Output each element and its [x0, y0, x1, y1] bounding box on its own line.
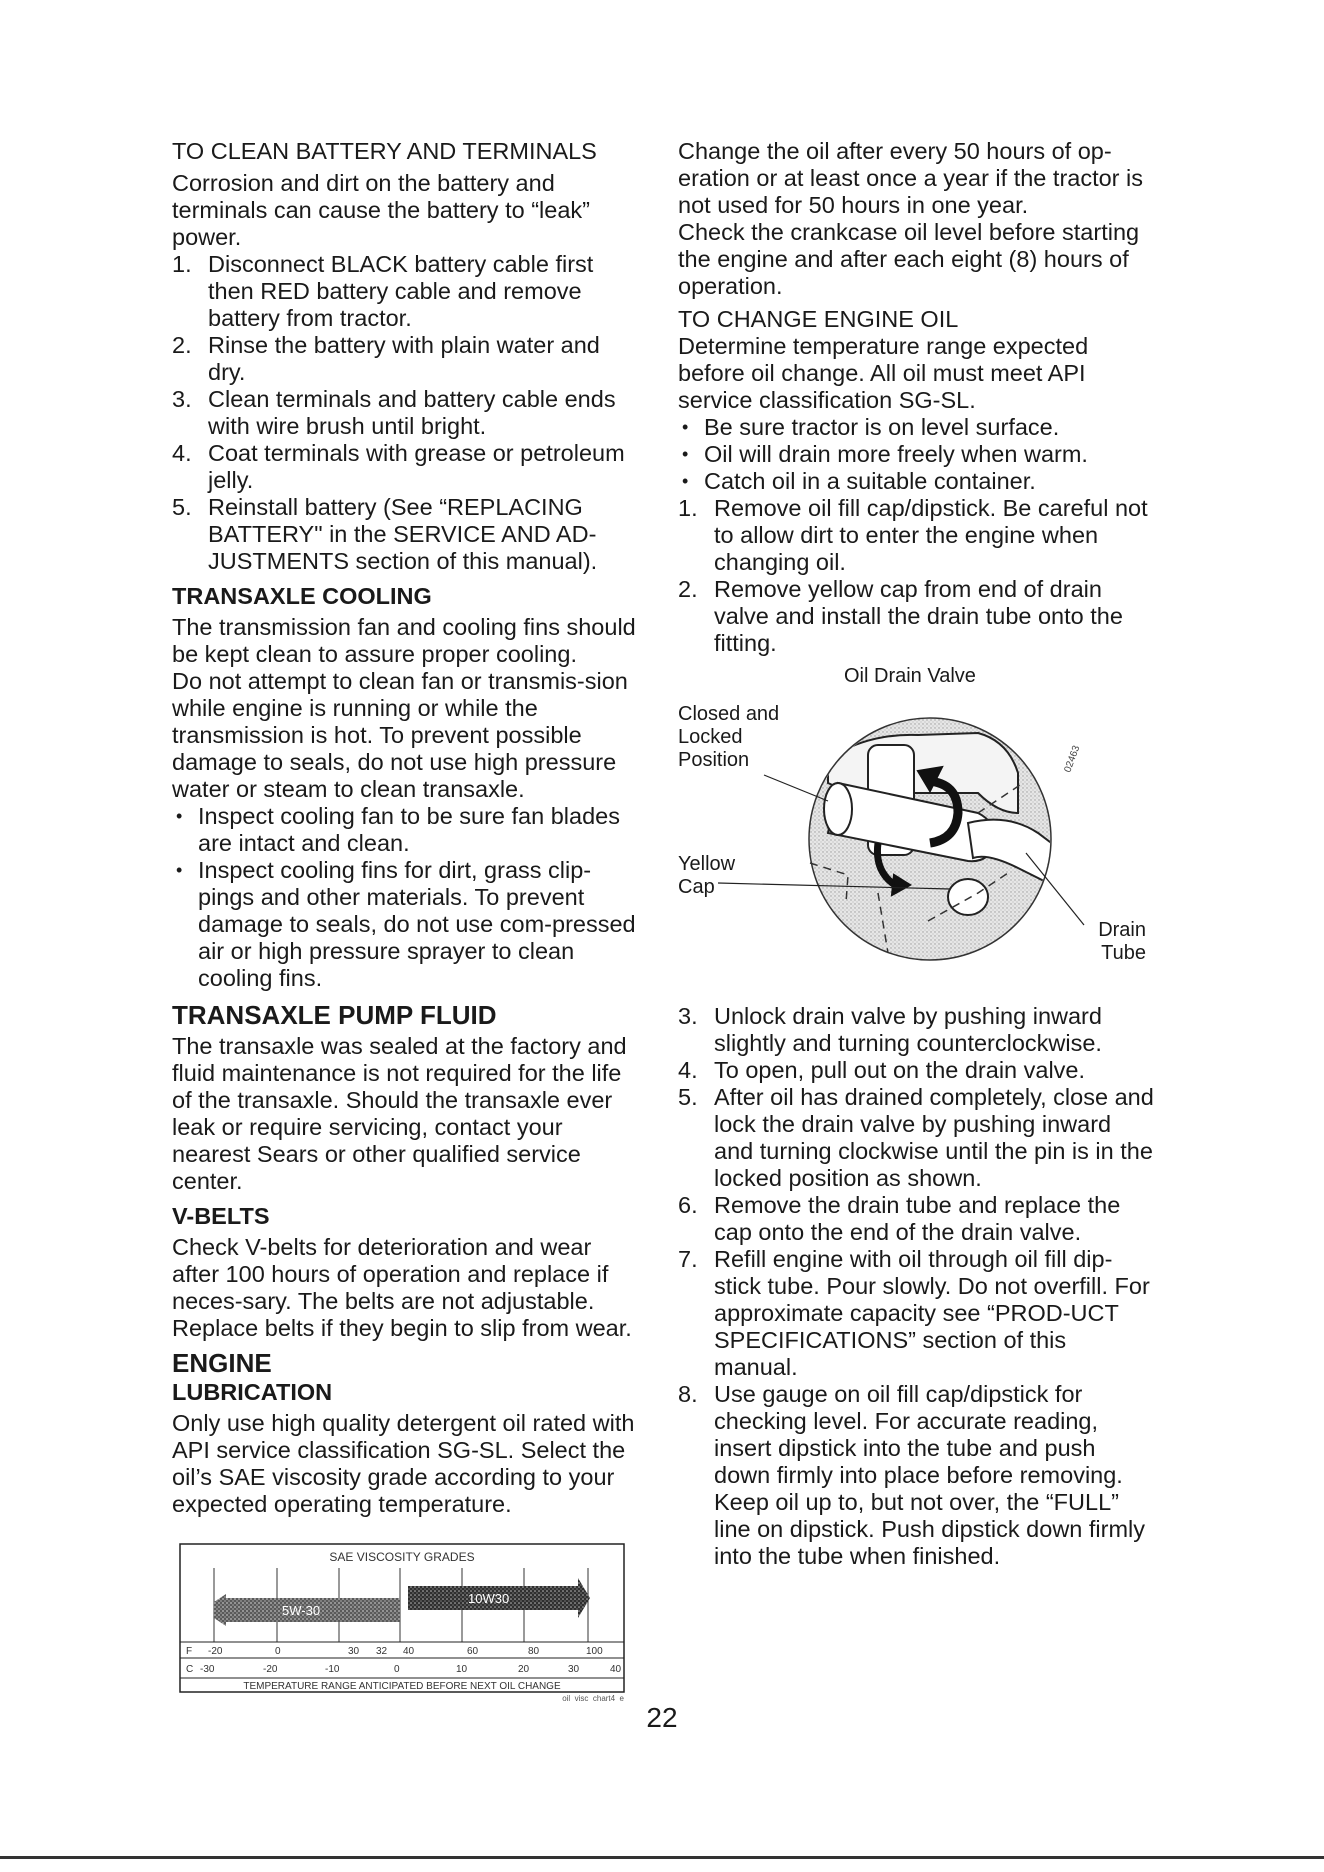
- label-yellow-cap: Yellow Cap: [678, 853, 736, 898]
- list-item: 6. Remove the drain tube and replace the cap onto the end of the drain valve.: [678, 1192, 1121, 1245]
- page-number: 22: [646, 1702, 678, 1733]
- list-item: • Inspect cooling fins for dirt, grass clip-pings and other materials. To prevent damage to seals, do not use com-pressed air or high pressure sprayer to clean cooling fins.: [172, 857, 642, 992]
- vbelts-text: Check V-belts for deterioration and wear after 100 hours of operation and replace if neces-sary. The belts are not adjustable. Replace belts if they begin to slip from wear.: [172, 1234, 632, 1341]
- change-oil-steps-a: [678, 495, 1154, 657]
- pump-heading: TRANSAXLE PUMP FLUID: [172, 1000, 497, 1030]
- figure-title: Oil Drain Valve: [844, 665, 976, 687]
- lubrication-heading: LUBRICATION: [172, 1379, 333, 1405]
- svg-text:60: 60: [467, 1646, 479, 1657]
- svg-text:-10: -10: [325, 1664, 340, 1675]
- svg-text:100: 100: [586, 1646, 603, 1657]
- svg-text:0: 0: [275, 1646, 281, 1657]
- list-item: • Oil will drain more freely when warm.: [678, 441, 1154, 468]
- label-closed-locked: Closed and Locked Position: [678, 703, 780, 771]
- list-item: 8. Use gauge on oil fill cap/dipstick for checking level. For accurate reading, insert dipstick into the tube and push down firmly into place before removing. Keep oil up to, but not over, the “FULL” line on dipstick. Push dipstick down firmly into the tube when finished.: [678, 1381, 1146, 1569]
- list-item: 3. Unlock drain valve by pushing inward slightly and turning counterclockwise.: [678, 1003, 1102, 1056]
- svg-text:40: 40: [610, 1664, 622, 1675]
- battery-intro: Corrosion and dirt on the battery and terminals can cause the battery to “leak” power.: [172, 170, 590, 250]
- svg-text:-20: -20: [263, 1664, 278, 1675]
- change-oil-heading: TO CHANGE ENGINE OIL: [678, 306, 959, 332]
- cooling-heading: TRANSAXLE COOLING: [172, 583, 432, 609]
- svg-text:32: 32: [376, 1646, 388, 1657]
- figure-code: 02463: [1062, 744, 1083, 775]
- oil-intro-1: Change the oil after every 50 hours of op-eration or at least once a year if the tractor is not used for 50 hours in one year.: [678, 138, 1144, 218]
- list-item: 4. To open, pull out on the drain valve.: [678, 1057, 1086, 1083]
- list-item: 4. Coat terminals with grease or petroleum jelly.: [172, 440, 625, 493]
- svg-text:-30: -30: [200, 1664, 215, 1675]
- svg-text:20: 20: [518, 1664, 530, 1675]
- list-item: 1. Remove oil fill cap/dipstick. Be careful not to allow dirt to enter the engine when changing oil.: [678, 495, 1148, 575]
- cooling-paragraph-2: Do not attempt to clean fan or transmis-sion while engine is running or while the transmission is hot. To prevent possible damage to seals, do not use high pressure water or steam to clean transaxle.: [172, 668, 628, 802]
- list-item: • Be sure tractor is on level surface.: [678, 414, 1154, 441]
- viscosity-chart-graphic: [178, 1542, 626, 1702]
- svg-text:40: 40: [403, 1646, 415, 1657]
- svg-text:30: 30: [348, 1646, 360, 1657]
- c-scale-label: C: [186, 1664, 194, 1675]
- chart-title: SAE VISCOSITY GRADES: [329, 1550, 475, 1564]
- battery-steps: [172, 251, 642, 575]
- oil-intro-2: Check the crankcase oil level before starting the engine and after each eight (8) hours of operation.: [678, 219, 1140, 299]
- vbelts-heading: V-BELTS: [172, 1203, 270, 1229]
- list-item: 7. Refill engine with oil through oil fill dip-stick tube. Pour slowly. Do not overfill. For approximate capacity see “PROD-UCT SPECIFICATIONS” section of this manual.: [678, 1246, 1150, 1380]
- svg-text:80: 80: [528, 1646, 540, 1657]
- oil-drain-valve-figure: [678, 663, 1154, 993]
- chart-code: oil_visc_chart4_e: [562, 1694, 624, 1702]
- engine-heading: ENGINE: [172, 1348, 272, 1378]
- pump-text: The transaxle was sealed at the factory and fluid maintenance is not required for the life of the transaxle. Should the transaxle ever leak or require servicing, contact your nearest Sears or other qualified service center.: [172, 1033, 627, 1194]
- change-oil-steps-b: [678, 1003, 1154, 1570]
- list-item: 2. Rinse the battery with plain water and dry.: [172, 332, 600, 385]
- battery-heading: TO CLEAN BATTERY AND TERMINALS: [172, 138, 597, 164]
- left-column: [172, 138, 642, 1702]
- label-drain-tube: Drain Tube: [1098, 919, 1146, 964]
- cooling-paragraph-1: The transmission fan and cooling fins should be kept clean to assure proper cooling.: [172, 614, 636, 667]
- list-item: 2. Remove yellow cap from end of drain valve and install the drain tube onto the fitting.: [678, 576, 1123, 656]
- list-item: 3. Clean terminals and battery cable ends with wire brush until bright.: [172, 386, 616, 439]
- svg-text:-20: -20: [208, 1646, 223, 1657]
- lubrication-text: Only use high quality detergent oil rated with API service classification SG-SL. Select the oil’s SAE viscosity grade according to your expected operating temperature.: [172, 1410, 635, 1517]
- right-column: [678, 138, 1154, 1570]
- grade-label-10w30: 10W30: [468, 1591, 510, 1606]
- svg-text:30: 30: [568, 1664, 580, 1675]
- svg-text:10: 10: [456, 1664, 468, 1675]
- list-item: • Catch oil in a suitable container.: [678, 468, 1154, 495]
- svg-text:0: 0: [394, 1664, 400, 1675]
- cooling-bullets: [172, 803, 642, 992]
- grade-label-5w30: 5W-30: [282, 1603, 321, 1618]
- list-item: 1. Disconnect BLACK battery cable first then RED battery cable and remove battery from tractor.: [172, 251, 594, 331]
- list-item: 5. Reinstall battery (See “REPLACING BATTERY" in the SERVICE AND AD-JUSTMENTS section of this manual).: [172, 494, 598, 574]
- f-scale-label: F: [186, 1646, 193, 1657]
- change-oil-bullets: [678, 414, 1154, 495]
- bottom-rule: [0, 1856, 1324, 1859]
- list-item: • Inspect cooling fan to be sure fan blades are intact and clean.: [172, 803, 642, 857]
- list-item: 5. After oil has drained completely, close and lock the drain valve by pushing inward and turning clockwise until the pin is in the locked position as shown.: [678, 1084, 1154, 1191]
- change-oil-text: Determine temperature range expected before oil change. All oil must meet API service classification SG-SL.: [678, 333, 1089, 413]
- viscosity-chart: [178, 1542, 626, 1702]
- chart-footer: TEMPERATURE RANGE ANTICIPATED BEFORE NEXT OIL CHANGE: [243, 1681, 561, 1692]
